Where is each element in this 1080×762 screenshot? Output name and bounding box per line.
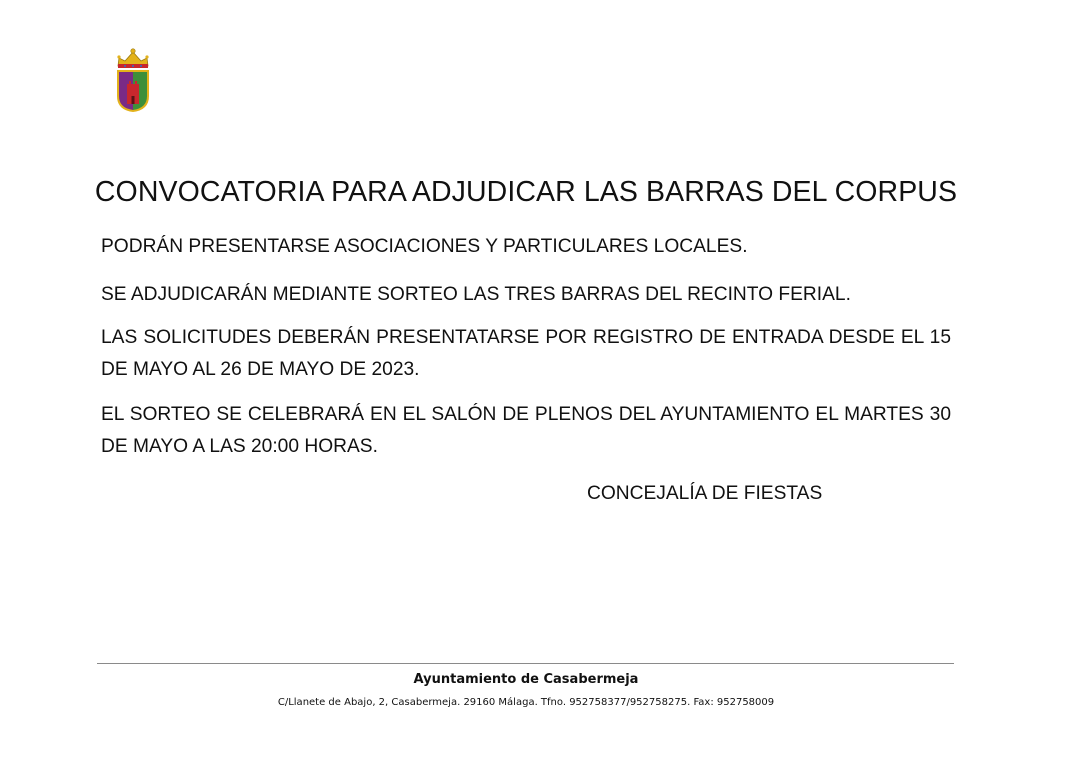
paragraph-application-dates: LAS SOLICITUDES DEBERÁN PRESENTATARSE POR REGISTRO DE ENTRADA DESDE EL 15 DE MAYO AL 26 DE MAYO DE 2023. — [101, 327, 951, 380]
paragraph-eligibility: PODRÁN PRESENTARSE ASOCIACIONES Y PARTICULARES LOCALES. — [101, 236, 748, 257]
signature: CONCEJALÍA DE FIESTAS — [587, 483, 823, 504]
coat-of-arms-icon — [113, 46, 153, 114]
footer-divider — [97, 663, 954, 664]
footer-address: C/Llanete de Abajo, 2, Casabermeja. 29160 Málaga. Tfno. 952758377/952758275. Fax: 952758009 — [277, 697, 775, 708]
paragraph-allocation: SE ADJUDICARÁN MEDIANTE SORTEO LAS TRES BARRAS DEL RECINTO FERIAL. — [101, 284, 851, 305]
paragraph-draw-details: EL SORTEO SE CELEBRARÁ EN EL SALÓN DE PLENOS DEL AYUNTAMIENTO EL MARTES 30 DE MAYO A LAS 20:00 HORAS. — [101, 404, 951, 457]
document-title: CONVOCATORIA PARA ADJUDICAR LAS BARRAS DEL CORPUS — [94, 176, 958, 208]
footer-organization: Ayuntamiento de Casabermeja — [413, 672, 639, 687]
